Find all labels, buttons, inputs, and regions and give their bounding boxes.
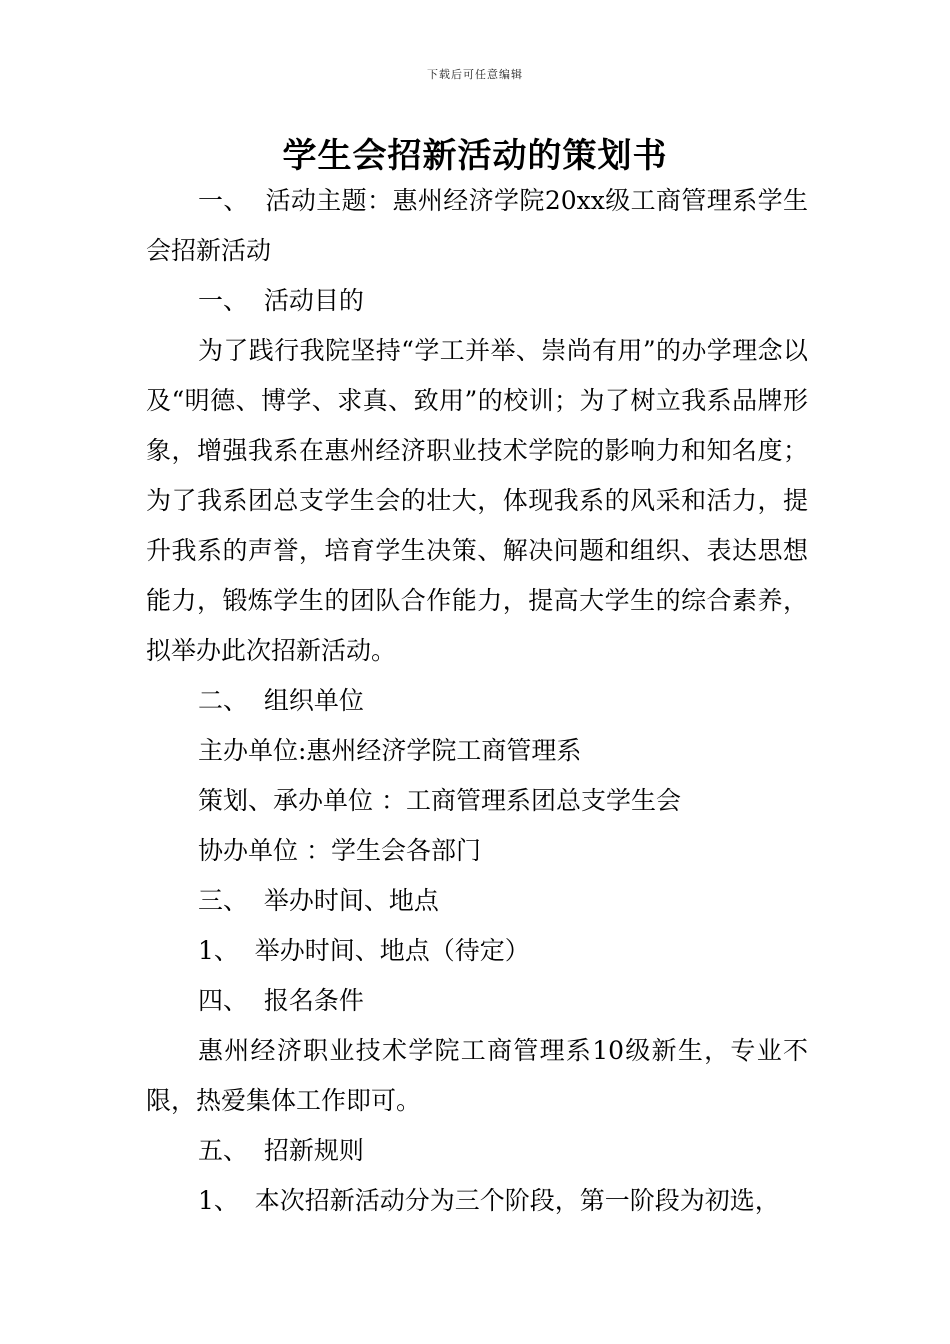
section-rules-heading: 五、 招新规则 — [198, 1136, 364, 1165]
organizer-planner: 策划、承办单位 ：工商管理系团总支学生会 — [198, 786, 681, 815]
organizer-host: 主办单位:惠州经济学院工商管理系 — [198, 736, 582, 765]
section-theme: 一、 活动主题：惠州经济学院20xx级工商管理系学生会招新活动 — [146, 186, 808, 265]
document-body — [146, 176, 808, 1226]
section-purpose-heading: 一、 活动目的 — [198, 286, 364, 315]
section-requirements-heading: 四、 报名条件 — [198, 986, 364, 1015]
organizer-assist: 协办单位 ：学生会各部门 — [198, 836, 481, 865]
document-title: 学生会招新活动的策划书 — [282, 136, 668, 176]
section-time-heading: 三、 举办时间、地点 — [198, 886, 439, 915]
requirements-text: 惠州经济职业技术学院工商管理系10级新生，专业不限，热爱集体工作即可。 — [146, 1036, 808, 1115]
rules-item-1: 1、 本次招新活动分为三个阶段，第一阶段为初选， — [198, 1186, 780, 1215]
section-organizer-heading: 二、 组织单位 — [198, 686, 364, 715]
page-header-note: 下载后可任意编辑 — [427, 68, 523, 81]
time-place-item: 1、 举办时间、地点（待定） — [198, 936, 530, 965]
section-purpose-text: 为了践行我院坚持“学工并举、崇尚有用”的办学理念以及“明德、博学、求真、致用”的校训；为了树立我系品牌形象，增强我系在惠州经济职业技术学院的影响力和知名度；为了我系团总支学生会的壮大，体现我系的风采和活力，提升我系的声誉，培育学生决策、解决问题和组织、表达思想能力，锻炼学生的团队合作能力，提高大学生的综合素养，拟举办此次招新活动。 — [146, 336, 808, 665]
